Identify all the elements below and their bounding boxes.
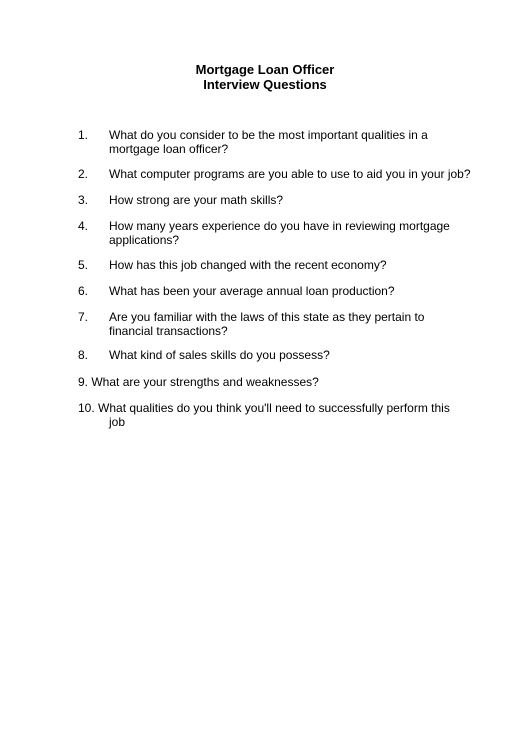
question-number: 7. bbox=[78, 310, 89, 324]
question-text: What kind of sales skills do you possess? bbox=[109, 348, 330, 362]
question-number: 5. bbox=[78, 258, 89, 272]
question-number: 4. bbox=[78, 219, 89, 233]
question-text: Are you familiar with the laws of this state as they pertain to financial transactions? bbox=[109, 310, 425, 338]
question-number: 10. bbox=[78, 401, 95, 415]
question-text: What computer programs are you able to use to aid you in your job? bbox=[109, 167, 471, 181]
title-line-2: Interview Questions bbox=[203, 77, 327, 92]
question-number: 6. bbox=[78, 284, 89, 298]
question-text: What do you consider to be the most important qualities in a mortgage loan officer? bbox=[109, 128, 428, 156]
question-number: 1. bbox=[78, 128, 89, 142]
question-item-9 bbox=[78, 375, 319, 389]
question-number: 9. bbox=[78, 375, 89, 389]
question-number: 8. bbox=[78, 348, 89, 362]
question-text: How has this job changed with the recent economy? bbox=[109, 258, 387, 272]
question-text: What qualities do you think you'll need to successfully perform this job bbox=[98, 401, 450, 429]
question-number: 2. bbox=[78, 167, 89, 181]
title-line-1: Mortgage Loan Officer bbox=[195, 62, 335, 77]
question-number: 3. bbox=[78, 193, 89, 207]
question-item-10 bbox=[78, 401, 464, 429]
question-text: How many years experience do you have in reviewing mortgage applications? bbox=[109, 219, 450, 247]
question-text: What has been your average annual loan production? bbox=[109, 284, 395, 298]
question-text: How strong are your math skills? bbox=[109, 193, 284, 207]
question-text: What are your strengths and weaknesses? bbox=[91, 375, 319, 389]
